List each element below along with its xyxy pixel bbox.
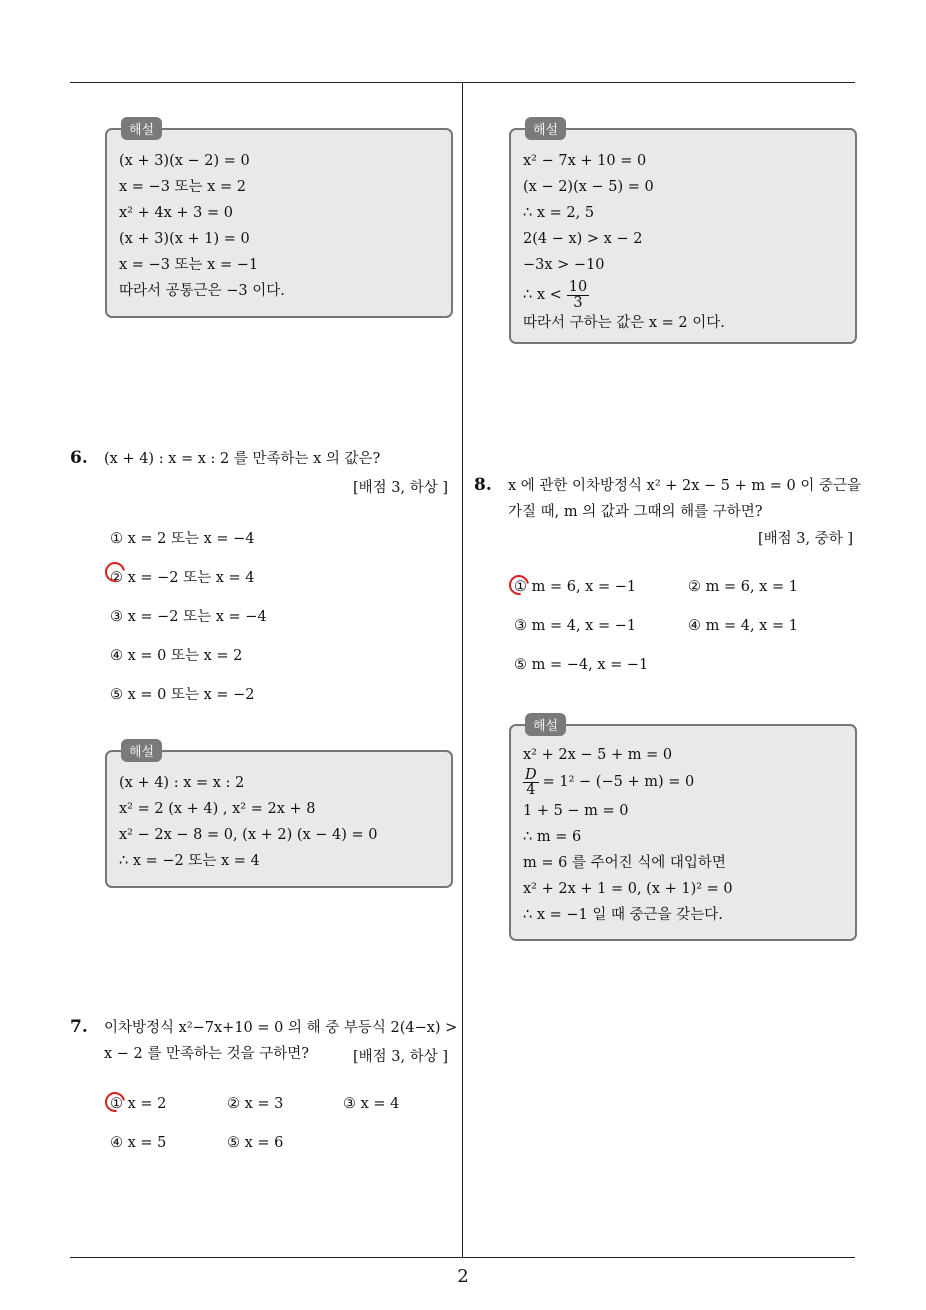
solution-line: (x − 2)(x − 5) = 0 [523,179,654,195]
solution-tag: 해설 [121,117,162,140]
solution-box-problem-6 [105,745,453,888]
solution-line: ∴ m = 6 [523,829,582,845]
solution-line: x² + 2x − 5 + m = 0 [523,747,673,763]
solution-tag: 해설 [525,117,566,140]
problem-8-choice-2[interactable]: ② m = 6, x = 1 [688,579,798,595]
solution-line: 1 + 5 − m = 0 [523,803,629,819]
problem-7-text-line-1: 이차방정식 x²−7x+10 = 0 의 해 중 부등식 2(4−x) > [104,1020,458,1036]
fraction-denominator: 3 [573,294,583,311]
solution-line: x = −3 또는 x = −1 [119,257,259,273]
fraction-denominator: 4 [526,781,536,798]
problem-8-choice-5[interactable]: ⑤ m = −4, x = −1 [514,657,649,673]
solution-line: (x + 3)(x − 2) = 0 [119,153,250,169]
solution-line: 따라서 공통근은 −3 이다. [119,283,285,299]
problem-8-choice-3[interactable]: ③ m = 4, x = −1 [514,618,637,634]
fraction-numerator: D [525,766,537,783]
problem-6-choice-1[interactable]: ① x = 2 또는 x = −4 [110,531,255,547]
solution-line: ∴ x = −1 일 때 중근을 갖는다. [523,907,723,923]
problem-6-choice-3[interactable]: ③ x = −2 또는 x = −4 [110,609,267,625]
problem-8-score: [배점 3, 중하 ] [757,531,853,547]
solution-box-top-left [105,123,453,318]
solution-box-top-right [509,123,857,344]
problem-6-score: [배점 3, 하상 ] [352,480,448,496]
problem-8-number: 8. [474,475,492,495]
problem-7-choice-3[interactable]: ③ x = 4 [343,1096,400,1112]
solution-line: x² − 7x + 10 = 0 [523,153,647,169]
fraction [523,768,539,797]
solution-line: x² − 2x − 8 = 0, (x + 2) (x − 4) = 0 [119,827,378,843]
problem-8-choice-4[interactable]: ④ m = 4, x = 1 [688,618,798,634]
fraction-numerator: 10 [568,278,588,295]
solution-line: x² + 2x + 1 = 0, (x + 1)² = 0 [523,881,733,897]
solution-line: x² = 2 (x + 4) , x² = 2x + 8 [119,801,316,817]
solution-line: 2(4 − x) > x − 2 [523,231,643,247]
page-number: 2 [457,1266,469,1287]
fraction-rest: = 1² − (−5 + m) = 0 [542,774,695,790]
problem-7-text-line-2: x − 2 를 만족하는 것을 구하면? [104,1046,310,1062]
problem-6-choice-5[interactable]: ⑤ x = 0 또는 x = −2 [110,687,255,703]
solution-line: x = −3 또는 x = 2 [119,179,246,195]
problem-7-choice-4[interactable]: ④ x = 5 [110,1135,167,1151]
fraction [567,280,589,311]
problem-6-choice-2[interactable]: ② x = −2 또는 x = 4 [110,570,255,586]
problem-7-choice-5[interactable]: ⑤ x = 6 [227,1135,284,1151]
problem-7-choice-2[interactable]: ② x = 3 [227,1096,284,1112]
problem-8-text-line-2: 가질 때, m 의 값과 그때의 해를 구하면? [508,504,763,520]
solution-line: (x + 3)(x + 1) = 0 [119,231,250,247]
inequality-fraction-line [523,278,843,312]
solution-line: ∴ x = −2 또는 x = 4 [119,853,260,869]
problem-6-text: (x + 4) : x = x : 2 를 만족하는 x 의 값은? [104,451,381,467]
problem-7-choice-1[interactable]: ① x = 2 [110,1096,167,1112]
solution-line: x² + 4x + 3 = 0 [119,205,233,221]
solution-line: m = 6 를 주어진 식에 대입하면 [523,855,726,871]
problem-6-number: 6. [70,448,88,468]
problem-8-text-line-1: x 에 관한 이차방정식 x² + 2x − 5 + m = 0 이 중근을 [508,478,861,494]
column-divider [462,83,463,1257]
solution-tag: 해설 [121,739,162,762]
discriminant-fraction-line [523,766,843,798]
inequality-prefix: ∴ x < [523,287,562,303]
bottom-rule [70,1257,855,1258]
problem-7-number: 7. [70,1017,88,1037]
solution-line: (x + 4) : x = x : 2 [119,775,245,791]
problem-8-choice-1[interactable]: ① m = 6, x = −1 [514,579,637,595]
solution-line: ∴ x = 2, 5 [523,205,595,221]
problem-6-choice-4[interactable]: ④ x = 0 또는 x = 2 [110,648,243,664]
solution-tag: 해설 [525,713,566,736]
solution-box-problem-8 [509,719,857,941]
solution-line: −3x > −10 [523,257,605,273]
problem-7-score: [배점 3, 하상 ] [352,1049,448,1065]
solution-conclusion: 따라서 구하는 값은 x = 2 이다. [523,315,725,331]
